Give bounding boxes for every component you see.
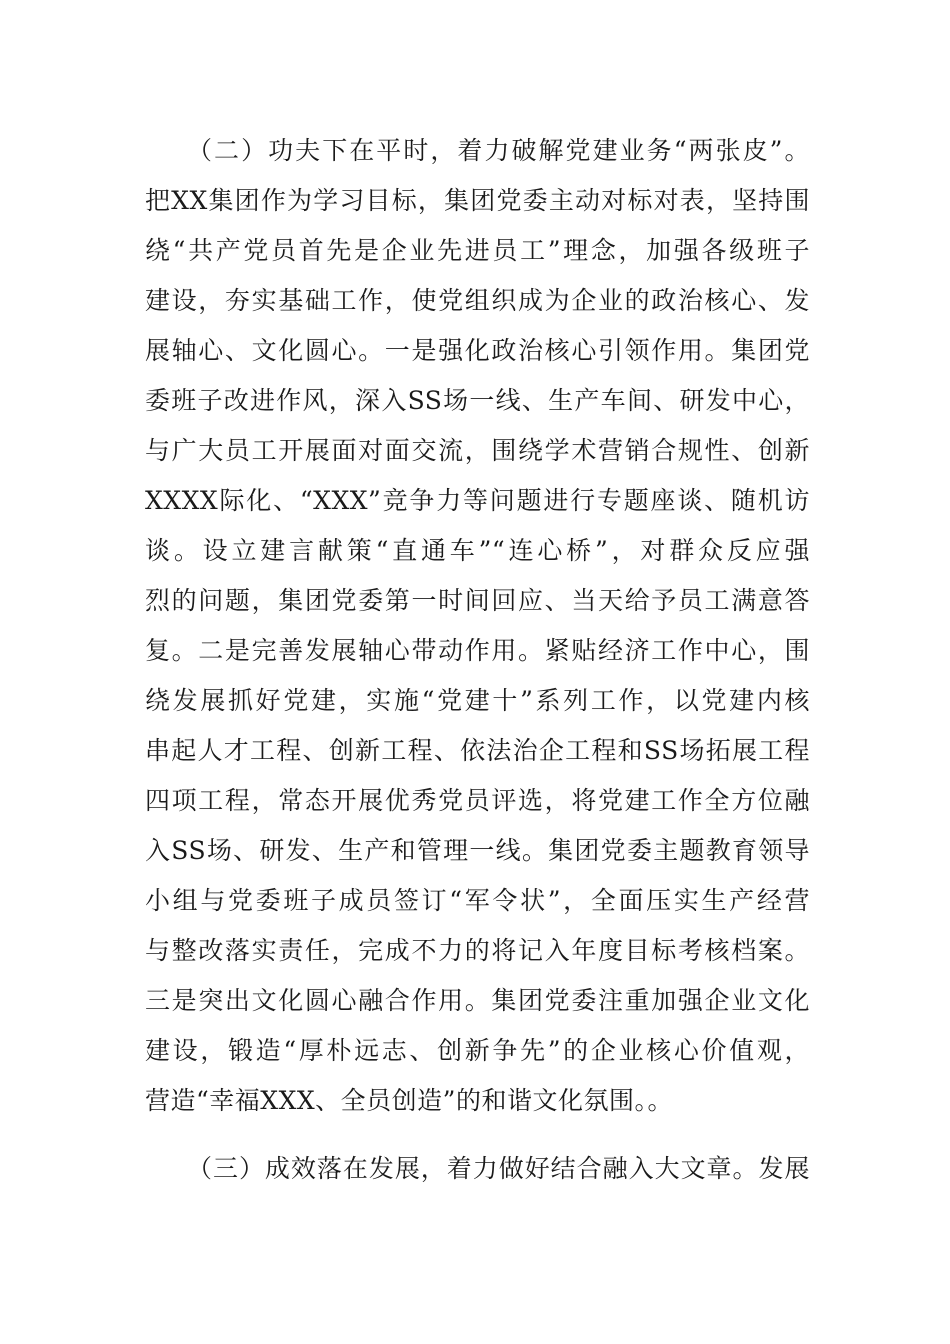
paragraph-line: 把XX集团作为学习目标，集团党委主动对标对表，坚持围 — [145, 186, 810, 215]
paragraph-line: 营造“幸福XXX、全员创造”的和谐文化氛围。。 — [145, 1086, 673, 1115]
paragraph-line: （二）功夫下在平时，着力破解党建业务“两张皮”。 — [187, 136, 810, 165]
paragraph-line: （三）成效落在发展，着力做好结合融入大文章。发展 — [187, 1154, 810, 1183]
paragraph-line: 三是突出文化圆心融合作用。集团党委注重加强企业文化 — [145, 986, 810, 1015]
paragraph-line: 四项工程，常态开展优秀党员评选，将党建工作全方位融 — [145, 786, 810, 815]
paragraph-line: 建设，夯实基础工作，使党组织成为企业的政治核心、发 — [145, 286, 810, 315]
paragraph-line: 委班子改进作风，深入SS场一线、生产车间、研发中心， — [145, 386, 810, 415]
paragraph-line: 烈的问题，集团党委第一时间回应、当天给予员工满意答 — [145, 586, 810, 615]
paragraph-line: 与广大员工开展面对面交流，围绕学术营销合规性、创新 — [145, 436, 810, 465]
paragraph-line: 展轴心、文化圆心。一是强化政治核心引领作用。集团党 — [145, 336, 810, 365]
paragraph-line: 谈。设立建言献策“直通车”“连心桥”，对群众反应强 — [145, 536, 810, 565]
paragraph-line: 小组与党委班子成员签订“军令状”，全面压实生产经营 — [145, 886, 810, 915]
paragraph-line: XXXX际化、“XXX”竞争力等问题进行专题座谈、随机访 — [145, 486, 810, 515]
paragraph-line: 绕“共产党员首先是企业先进员工”理念，加强各级班子 — [145, 236, 810, 265]
paragraph-line: 建设，锻造“厚朴远志、创新争先”的企业核心价值观， — [145, 1036, 810, 1065]
paragraph-line: 与整改落实责任，完成不力的将记入年度目标考核档案。 — [145, 936, 810, 965]
paragraph-line: 入SS场、研发、生产和管理一线。集团党委主题教育领导 — [145, 836, 810, 865]
paragraph-line: 绕发展抓好党建，实施“党建十”系列工作，以党建内核 — [145, 686, 810, 715]
paragraph-line: 复。二是完善发展轴心带动作用。紧贴经济工作中心，围 — [145, 636, 810, 665]
paragraph-line: 串起人才工程、创新工程、依法治企工程和SS场拓展工程 — [145, 736, 810, 765]
